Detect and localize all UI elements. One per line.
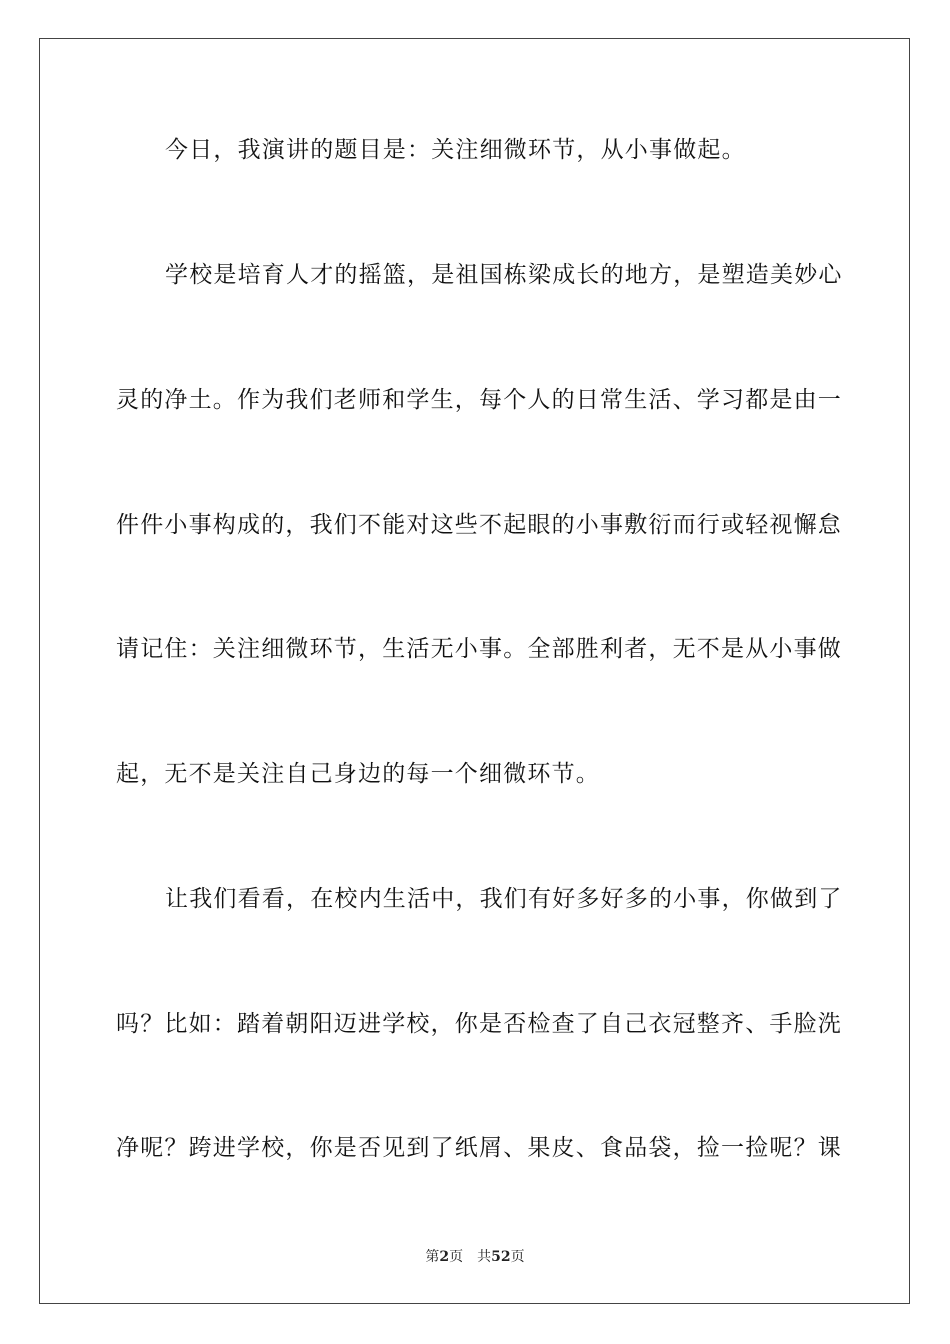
page-footer bbox=[0, 1248, 950, 1266]
footer-page-prefix: 第 bbox=[425, 1249, 440, 1265]
paragraph-2-line-1: 学校是培育人才的摇篮，是祖国栋梁成长的地方，是塑造美妙心 bbox=[165, 262, 843, 288]
page-border bbox=[39, 38, 910, 1304]
paragraph-2-line-2: 灵的净土。作为我们老师和学生，每个人的日常生活、学习都是由一 bbox=[116, 387, 842, 413]
footer-total-pages: 52 bbox=[491, 1249, 511, 1265]
paragraph-2-line-5: 起，无不是关注自己身边的每一个细微环节。 bbox=[116, 761, 600, 787]
paragraph-2-line-3: 件件小事构成的，我们不能对这些不起眼的小事敷衍而行或轻视懈怠 bbox=[116, 512, 842, 538]
paragraph-2-line-4: 请记住：关注细微环节，生活无小事。全部胜利者，无不是从小事做 bbox=[116, 636, 842, 662]
paragraph-1-line-1: 今日，我演讲的题目是：关注细微环节，从小事做起。 bbox=[165, 137, 746, 163]
footer-total-prefix: 共 bbox=[477, 1249, 492, 1265]
paragraph-3-line-1: 让我们看看，在校内生活中，我们有好多好多的小事，你做到了 bbox=[165, 886, 843, 912]
footer-total-suffix: 页 bbox=[510, 1249, 525, 1265]
footer-page-number: 2 bbox=[439, 1249, 450, 1265]
paragraph-3-line-3: 净呢？跨进学校，你是否见到了纸屑、果皮、食品袋，捡一捡呢？课 bbox=[116, 1135, 842, 1161]
footer-page-suffix: 页 bbox=[449, 1249, 464, 1265]
paragraph-3-line-2: 吗？比如：踏着朝阳迈进学校，你是否检查了自己衣冠整齐、手脸洗 bbox=[116, 1011, 842, 1037]
